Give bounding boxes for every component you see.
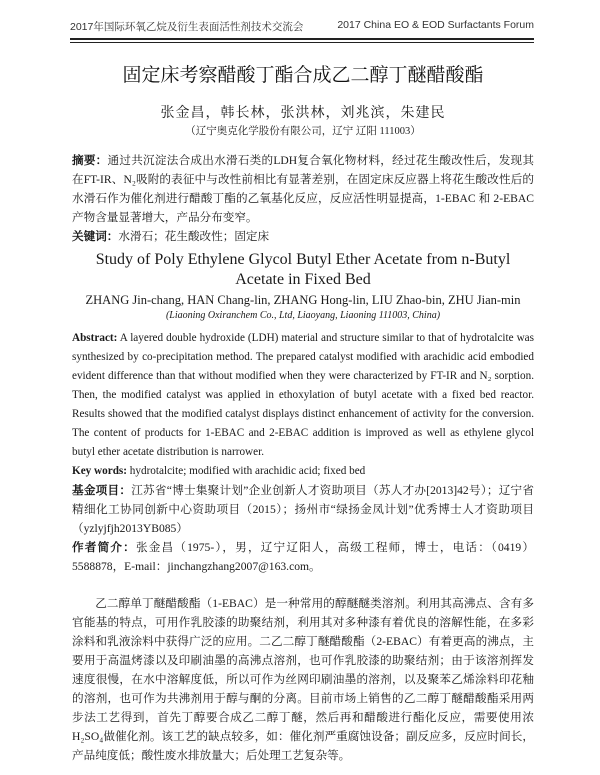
header-right: 2017 China EO & EOD Surfactants Forum bbox=[337, 19, 534, 31]
authors-cn: 张金昌，韩长林，张洪林，刘兆滨，朱建民 bbox=[160, 106, 446, 121]
header-left: 2017年国际环氧乙烷及衍生表面活性剂技术交流会 bbox=[70, 21, 304, 33]
affiliation-cn: （辽宁奥克化学股份有限公司，辽宁 辽阳 111003） bbox=[185, 126, 421, 137]
keywords-en bbox=[72, 462, 534, 481]
author-intro-label: 作者简介： bbox=[72, 541, 136, 554]
authors-en: ZHANG Jin-chang, HAN Chang-lin, ZHANG Hong-lin, LIU Zhao-bin, ZHU Jian-min bbox=[85, 293, 521, 307]
abstract-en-text: A layered double hydroxide (LDH) material and structure similar to that of hydrotalcite was synthesized by co-precipitation method. The prepared catalyst modified with arachidic acid embodied evident difference than that without modified when they were characterized by FT-IR and N₂ sorption. Then, the modified catalyst was applied in ethoxylation of butyl acetate with a fixed bed reactor. Results showed that the modified catalyst displays distinct enhancement of activity for the conversion. The content of products for 1-EBAC and 2-EBAC addition is improved as well as ethylene glycol butyl ether acetate distribution is narrower. bbox=[72, 332, 534, 458]
header-rule-thin bbox=[70, 42, 534, 43]
fund-info bbox=[72, 481, 534, 538]
paper-title: 固定床考察醋酸丁酯合成乙二醇丁醚醋酸酯 bbox=[122, 64, 484, 86]
author-intro-end: 。 bbox=[309, 560, 321, 573]
keywords-cn-label: 关键词： bbox=[72, 230, 119, 243]
abstract-cn bbox=[72, 151, 534, 227]
abstract-en-label: Abstract: bbox=[72, 332, 118, 344]
fund-text: 江苏省“博士集聚计划”企业创新人才资助项目（苏人才办[2013]42号）；辽宁省精细化工协同创新中心资助项目（2015）；扬州市“绿扬金凤计划”优秀博士人才资助项目（yzlyjfjh2013YB085） bbox=[72, 484, 534, 535]
running-header bbox=[70, 19, 534, 34]
english-title: Study of Poly Ethylene Glycol Butyl Ether Acetate from n-Butyl Acetate in Fixed Bed bbox=[95, 251, 511, 288]
abstract-en bbox=[72, 329, 534, 462]
author-intro-text: 张金昌（1975-），男，辽宁辽阳人，高级工程师，博士，电话：（0419）5588878，E-mail： bbox=[72, 541, 534, 573]
email-link[interactable]: jinchangzhang2007@163.com bbox=[167, 560, 310, 573]
fund-label: 基金项目： bbox=[72, 484, 132, 497]
keywords-en-text: hydrotalcite; modified with arachidic acid; fixed bed bbox=[127, 465, 366, 477]
author-intro bbox=[72, 538, 534, 576]
keywords-en-label: Key words: bbox=[72, 465, 127, 477]
affiliation-en: (Liaoning Oxiranchem Co., Ltd, Liaoyang, Liaoning 111003, China) bbox=[165, 310, 441, 321]
keywords-cn bbox=[72, 227, 534, 246]
body-paragraph: 乙二醇单丁醚醋酸酯（1-EBAC）是一种常用的醇醚醚类溶剂。利用其高沸点、含有多官能基的特点，可用作乳胶漆的助聚结剂，利用其对多种漆有着优良的溶解性能，在多彩涂料和乳液涂料中获得广泛的应用。二乙二醇丁醚醋酸酯（2-EBAC）有着更高的沸点，主要用于高温烤漆以及印刷油墨的高沸点溶剂，也可作乳胶漆的助聚结剂；由于该溶剂挥发速度很慢，在水中溶解度低，所以可作为丝网印刷油墨的溶剂，以及聚苯乙烯涂料印花釉的溶剂，也可作为共沸剂用于醇与酮的分离。目前市场上销售的乙二醇丁醚醋酸酯采用两步法工艺得到，首先丁醇要合成乙二醇丁醚，然后再和醋酸进行酯化反应，需要使用浓H₂SO₄做催化剂。该工艺的缺点较多，如：催化剂严重腐蚀设备；副反应多，反应时间长，产品纯度低；酸性废水排放量大；后处理工艺复杂等。 bbox=[72, 597, 534, 762]
header-rule bbox=[70, 38, 534, 40]
keywords-cn-text: 水滑石；花生酸改性；固定床 bbox=[118, 230, 270, 243]
abstract-cn-text: 通过共沉淀法合成出水滑石类的LDH复合氧化物材料，经过花生酸改性后，发现其在FT-IR、N₂吸附的表征中与改性前相比有显著差别，在固定床反应器上将花生酸改性后的水滑石作为催化剂进行醋酸丁酯的乙氧基化反应，反应活性明显提高，1-EBAC 和 2-EBAC 产物含量显著增大，产品分布变窄。 bbox=[72, 154, 534, 224]
abstract-cn-label: 摘要： bbox=[72, 154, 108, 167]
